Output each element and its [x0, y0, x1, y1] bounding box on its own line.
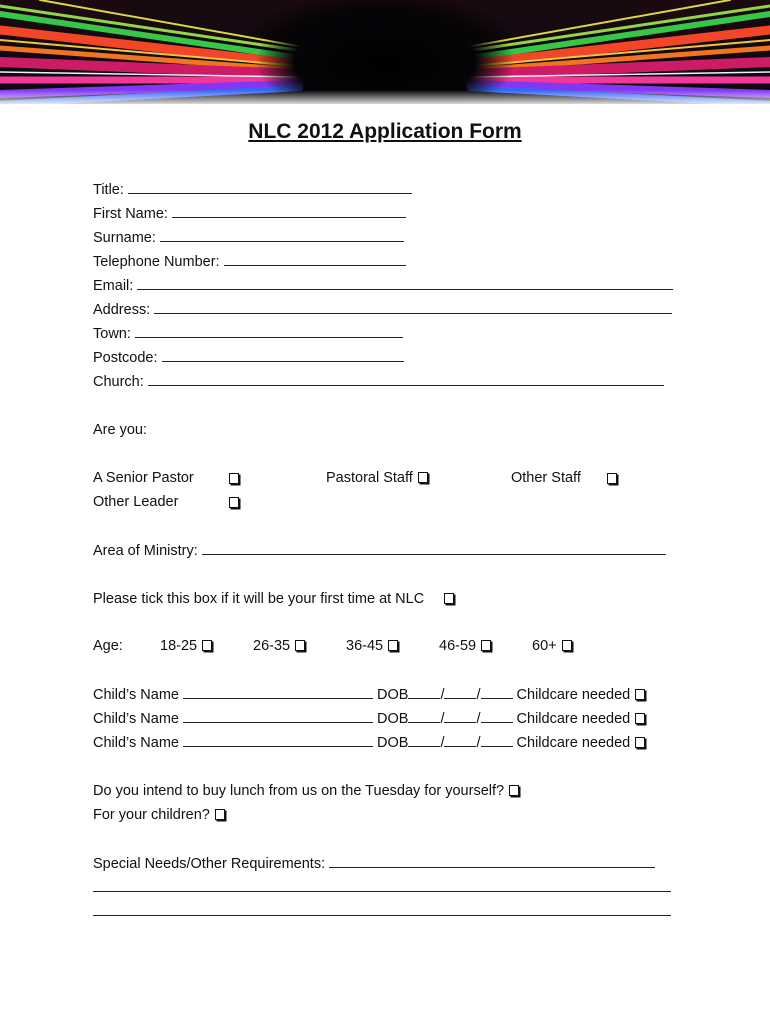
area-of-ministry-label: Area of Ministry:	[93, 543, 198, 559]
role-option-pastoral-staff[interactable]	[326, 469, 428, 487]
childcare-label: Childcare needed	[516, 735, 631, 751]
child-name-blank[interactable]	[183, 709, 373, 723]
banner-fade	[0, 90, 770, 104]
lunch-self-checkbox[interactable]	[509, 785, 519, 796]
age-option-60-plus[interactable]	[532, 637, 572, 655]
special-needs-blank[interactable]	[329, 854, 655, 868]
special-needs-blank[interactable]	[93, 902, 671, 916]
surname-label: Surname:	[93, 230, 156, 246]
dob-year-blank[interactable]	[481, 733, 513, 747]
child-row[interactable]: Child’s Name DOB / / Childcare needed	[93, 685, 645, 704]
first-time-row[interactable]	[93, 590, 454, 608]
role-option-label: Other Staff	[511, 470, 581, 486]
town-blank[interactable]	[135, 324, 403, 338]
pastoral-staff-checkbox[interactable]	[418, 472, 428, 483]
age-option-46-59[interactable]	[439, 637, 491, 655]
title-label: Title:	[93, 182, 124, 198]
age-label: Age:	[93, 638, 123, 654]
age-option-label: 60+	[532, 638, 557, 654]
lunch-children-row[interactable]	[93, 806, 225, 824]
church-label: Church:	[93, 374, 144, 390]
dob-day-blank[interactable]	[408, 685, 440, 699]
surname-blank[interactable]	[160, 228, 404, 242]
senior-pastor-checkbox[interactable]	[229, 473, 239, 484]
role-option-senior-pastor[interactable]	[93, 469, 194, 487]
dob-label: DOB	[377, 735, 409, 751]
address-label: Address:	[93, 302, 151, 318]
special-needs-label: Special Needs/Other Requirements:	[93, 856, 326, 872]
dob-label: DOB	[377, 687, 409, 703]
role-option-label: Other Leader	[93, 494, 179, 510]
first-name-field[interactable]	[93, 204, 406, 223]
first-name-blank[interactable]	[172, 204, 406, 218]
light-streaks-graphic	[0, 0, 770, 104]
age-60-plus-checkbox[interactable]	[562, 640, 572, 651]
dob-year-blank[interactable]	[481, 709, 513, 723]
role-question: Are you:	[93, 422, 147, 438]
lunch-children-checkbox[interactable]	[215, 809, 225, 820]
age-36-45-checkbox[interactable]	[388, 640, 398, 651]
age-46-59-checkbox[interactable]	[481, 640, 491, 651]
area-of-ministry-blank[interactable]	[202, 541, 666, 555]
age-option-label: 26-35	[253, 638, 291, 654]
child-name-label: Child’s Name	[93, 711, 179, 727]
title-field[interactable]	[93, 180, 412, 199]
first-name-label: First Name:	[93, 206, 168, 222]
first-time-label: Please tick this box if it will be your first time at NLC	[93, 591, 425, 607]
child-name-blank[interactable]	[183, 685, 373, 699]
age-option-label: 18-25	[160, 638, 198, 654]
age-option-26-35[interactable]	[253, 637, 305, 655]
title-blank[interactable]	[128, 180, 412, 194]
child-row[interactable]: Child’s Name DOB / / Childcare needed	[93, 709, 645, 728]
role-option-label: Pastoral Staff	[326, 470, 413, 486]
child-name-label: Child’s Name	[93, 735, 179, 751]
childcare-checkbox[interactable]	[635, 737, 645, 748]
role-option-label: A Senior Pastor	[93, 470, 194, 486]
lunch-self-label: Do you intend to buy lunch from us on the Tuesday for yourself?	[93, 783, 505, 799]
dob-month-blank[interactable]	[444, 685, 476, 699]
header-banner-image	[0, 0, 770, 104]
dob-month-blank[interactable]	[444, 733, 476, 747]
postcode-field[interactable]	[93, 348, 404, 367]
dob-year-blank[interactable]	[481, 685, 513, 699]
email-blank[interactable]	[137, 276, 673, 290]
childcare-label: Childcare needed	[516, 711, 631, 727]
dob-day-blank[interactable]	[408, 733, 440, 747]
childcare-checkbox[interactable]	[635, 713, 645, 724]
special-needs-field[interactable]	[93, 854, 655, 873]
town-label: Town:	[93, 326, 131, 342]
dob-label: DOB	[377, 711, 409, 727]
email-label: Email:	[93, 278, 134, 294]
church-blank[interactable]	[148, 372, 664, 386]
childcare-label: Childcare needed	[516, 687, 631, 703]
surname-field[interactable]	[93, 228, 404, 247]
lunch-children-label: For your children?	[93, 807, 210, 823]
age-option-label: 36-45	[346, 638, 384, 654]
age-18-25-checkbox[interactable]	[202, 640, 212, 651]
role-option-other-staff[interactable]	[511, 469, 581, 487]
email-field[interactable]	[93, 276, 673, 295]
church-field[interactable]	[93, 372, 664, 391]
other-leader-checkbox[interactable]	[229, 497, 239, 508]
role-option-other-leader[interactable]	[93, 493, 178, 511]
age-option-label: 46-59	[439, 638, 477, 654]
address-blank[interactable]	[154, 300, 672, 314]
postcode-label: Postcode:	[93, 350, 158, 366]
telephone-field[interactable]	[93, 252, 406, 271]
child-name-blank[interactable]	[183, 733, 373, 747]
lunch-self-row[interactable]	[93, 782, 519, 800]
special-needs-line-3[interactable]	[93, 902, 671, 921]
age-26-35-checkbox[interactable]	[295, 640, 305, 651]
childcare-checkbox[interactable]	[635, 689, 645, 700]
age-option-36-45[interactable]	[346, 637, 398, 655]
form-title: NLC 2012 Application Form	[248, 120, 522, 143]
first-time-checkbox[interactable]	[444, 593, 454, 604]
child-name-label: Child’s Name	[93, 687, 179, 703]
telephone-label: Telephone Number:	[93, 254, 220, 270]
address-field[interactable]	[93, 300, 672, 319]
other-staff-checkbox[interactable]	[607, 473, 617, 484]
town-field[interactable]	[93, 324, 403, 343]
special-needs-line-2[interactable]	[93, 878, 671, 897]
child-row[interactable]: Child’s Name DOB / / Childcare needed	[93, 733, 645, 752]
area-of-ministry-field[interactable]	[93, 541, 666, 560]
special-needs-blank[interactable]	[93, 878, 671, 892]
postcode-blank[interactable]	[162, 348, 404, 362]
dob-month-blank[interactable]	[444, 709, 476, 723]
age-option-18-25[interactable]	[160, 637, 212, 655]
telephone-blank[interactable]	[224, 252, 406, 266]
dob-day-blank[interactable]	[408, 709, 440, 723]
